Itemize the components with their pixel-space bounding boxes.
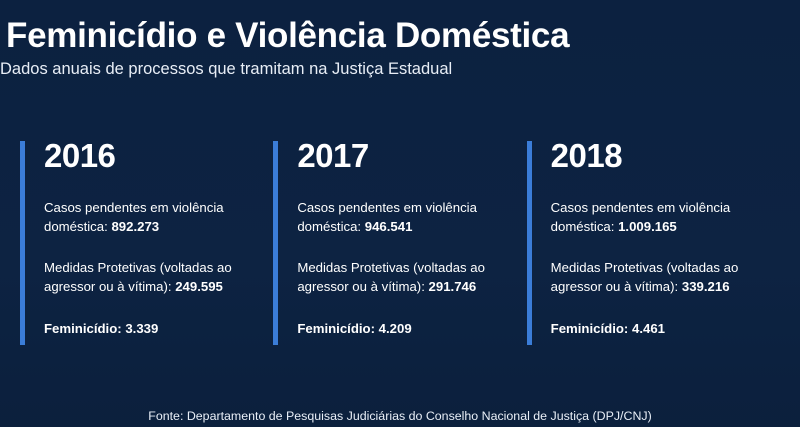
- femicide-stat: Feminicídio: 4.461: [550, 320, 665, 336]
- year-column-2018: [527, 139, 780, 360]
- year-columns: [20, 139, 780, 360]
- page-title: Feminicídio e Violência Doméstica: [6, 16, 570, 55]
- protective-measures-value: 339.216: [681, 279, 730, 295]
- pending-cases-label: Casos pendentes em violência doméstica:: [550, 200, 731, 235]
- pending-cases-label: Casos pendentes em violência doméstica:: [44, 200, 224, 235]
- protective-measures-stat: [44, 258, 249, 296]
- year-column-2017: [273, 139, 526, 360]
- pending-cases-stat: [297, 198, 502, 236]
- bottom-rule: [0, 427, 800, 445]
- protective-measures-stat: [297, 258, 502, 296]
- femicide-stat: Feminicídio: 3.339: [44, 320, 159, 336]
- pending-cases-label: Casos pendentes em violência doméstica:: [297, 200, 477, 235]
- year-label: 2017: [297, 137, 369, 174]
- year-column-2016: [20, 139, 273, 360]
- pending-cases-value: 892.273: [111, 219, 160, 235]
- year-label: 2016: [44, 137, 116, 174]
- pending-cases-value: 1.009.165: [618, 219, 677, 235]
- femicide-stat: Feminicídio: 4.209: [297, 320, 412, 336]
- page-subtitle: Dados anuais de processos que tramitam na Justiça Estadual: [0, 59, 453, 78]
- protective-measures-value: 291.746: [428, 279, 477, 295]
- protective-measures-label: Medidas Protetivas (voltadas ao agressor ou à vítima):: [297, 260, 485, 295]
- protective-measures-label: Medidas Protetivas (voltadas ao agressor ou à vítima):: [550, 260, 739, 295]
- protective-measures-value: 249.595: [175, 279, 223, 295]
- protective-measures-stat: [551, 258, 756, 296]
- year-label: 2018: [550, 137, 623, 174]
- pending-cases-stat: [551, 198, 756, 236]
- pending-cases-value: 946.541: [364, 219, 413, 235]
- header: [0, 0, 800, 79]
- source-note: Fonte: Departamento de Pesquisas Judiciárias do Conselho Nacional de Justiça (DPJ/CNJ): [148, 409, 652, 423]
- protective-measures-label: Medidas Protetivas (voltadas ao agressor ou à vítima):: [44, 260, 232, 295]
- pending-cases-stat: [44, 198, 249, 236]
